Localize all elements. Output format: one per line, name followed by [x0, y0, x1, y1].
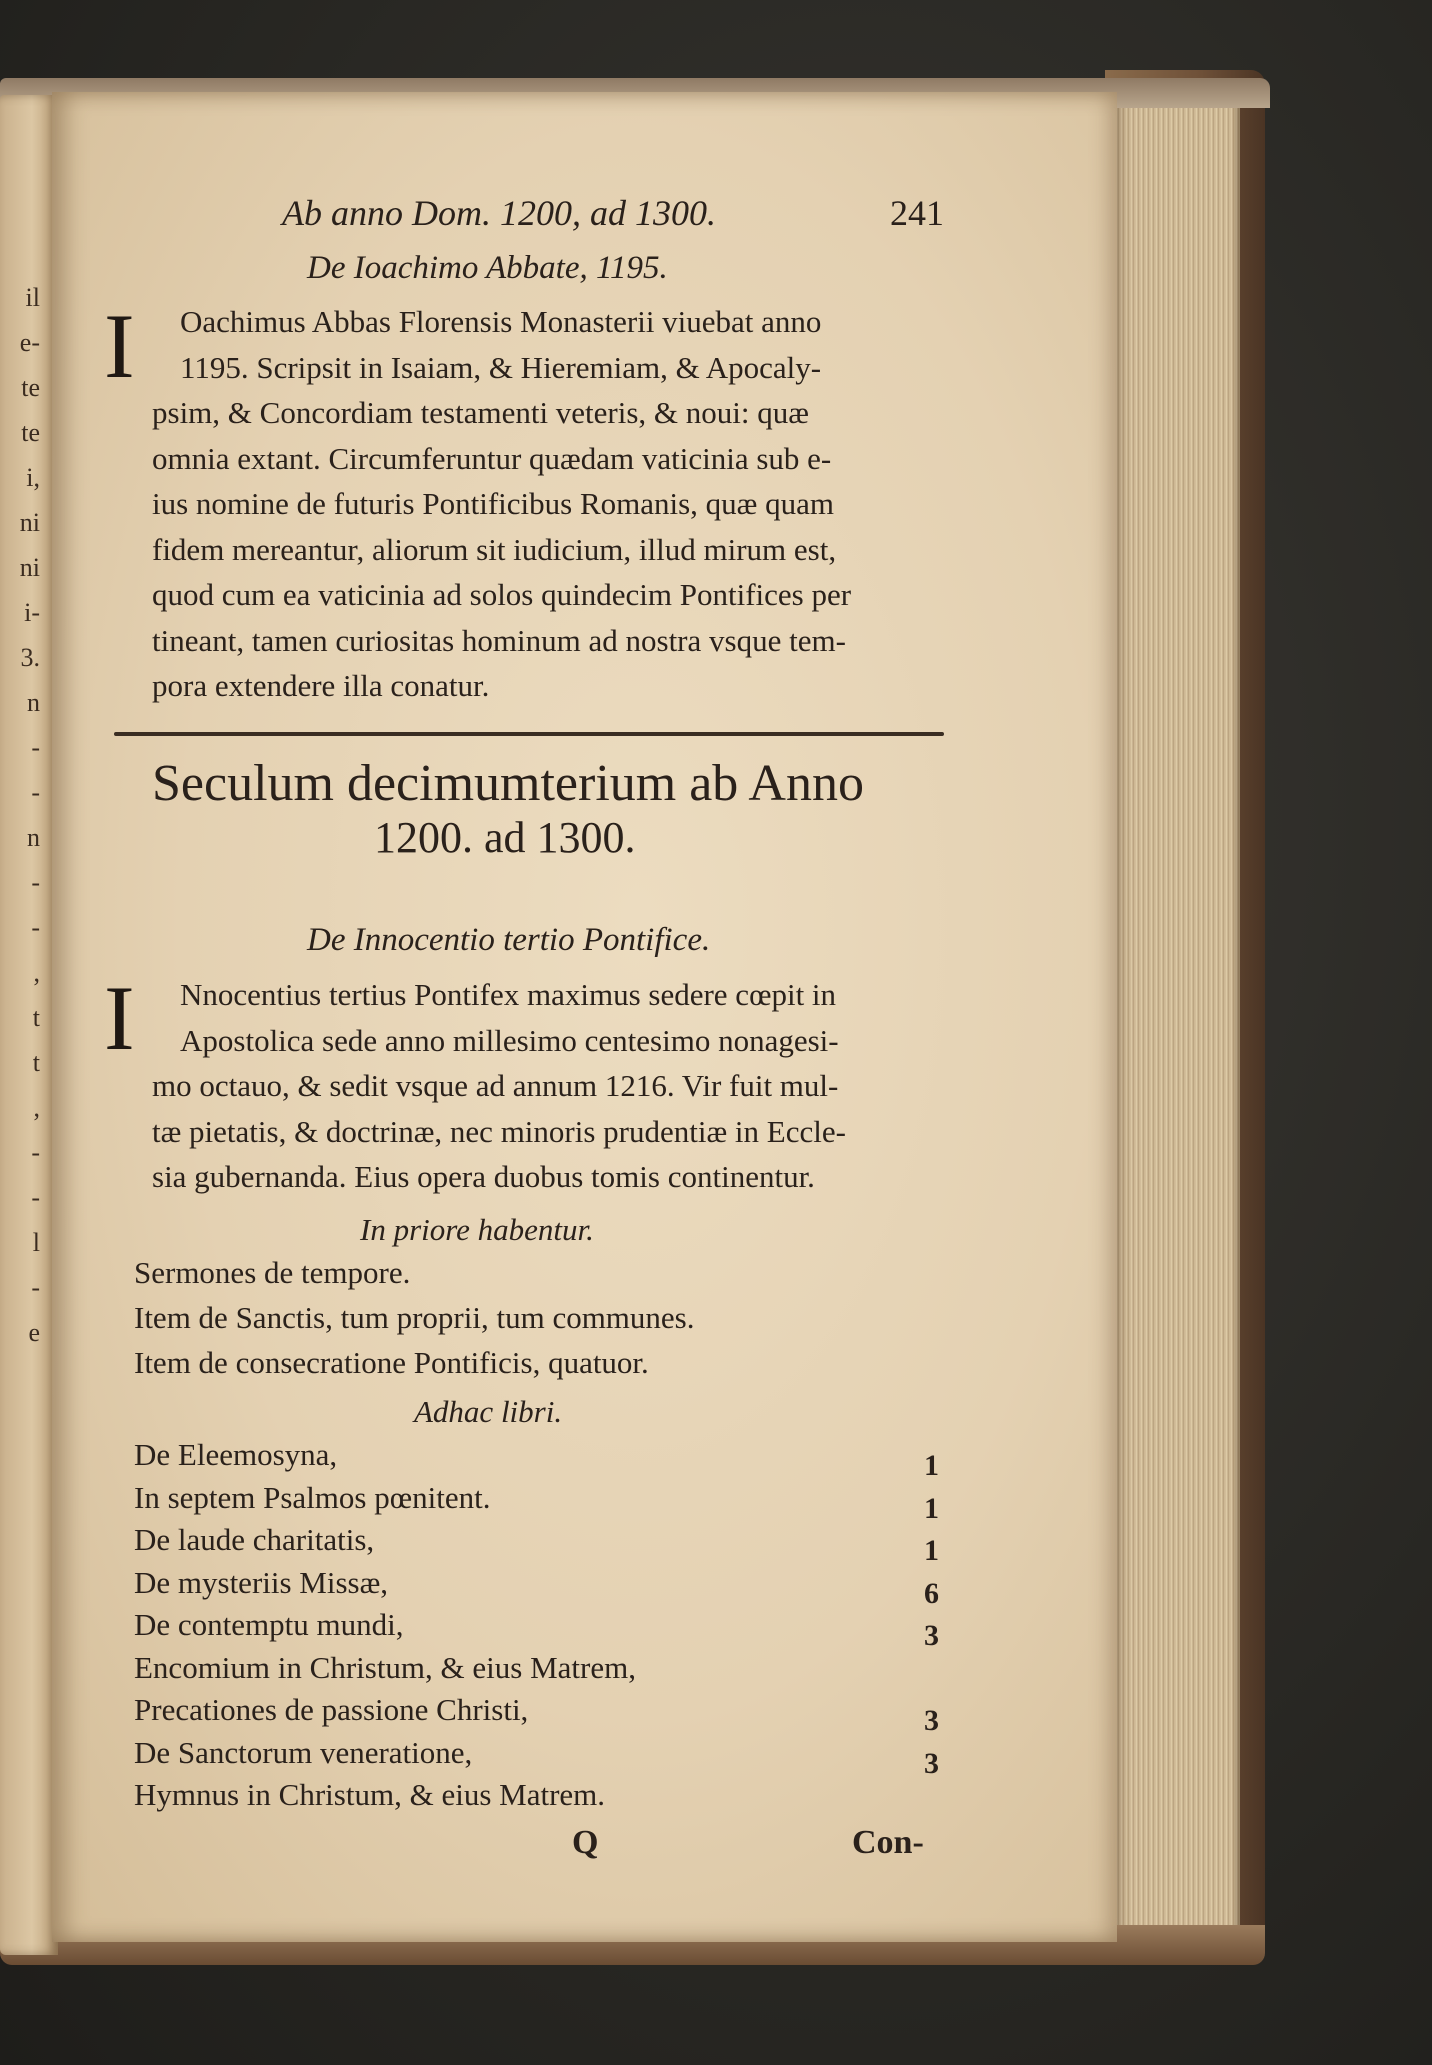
section-title-innocent: De Innocentio tertio Pontifice.: [307, 922, 711, 958]
list-item-count: 3: [924, 1619, 939, 1652]
body-line: pora extendere illa conatur.: [152, 668, 490, 703]
facing-page-fragment: te: [21, 373, 40, 402]
facing-page-fragment: t: [32, 1003, 40, 1032]
body-line: Nnocentius tertius Pontifex maximus sedere cœpit in: [180, 977, 837, 1012]
list-item-count: 3: [924, 1704, 939, 1737]
subhead-adhac: Adhac libri.: [414, 1394, 563, 1429]
page-edges: [1110, 90, 1240, 1940]
facing-page-fragment: e-: [19, 328, 40, 357]
body-line: quod cum ea vaticinia ad solos quindecim Pontifices per: [152, 577, 852, 612]
dropcap-innocent: I: [104, 967, 135, 1069]
list-item: Item de Sanctis, tum proprii, tum communes.: [134, 1300, 695, 1335]
running-head: Ab anno Dom. 1200, ad 1300.: [282, 193, 716, 233]
century-heading-line1: Seculum decimumterium ab Anno: [152, 755, 864, 812]
body-line: sia gubernanda. Eius opera duobus tomis continentur.: [152, 1159, 815, 1194]
facing-page-fragments: [0, 275, 40, 1355]
list-item: Encomium in Christum, & eius Matrem,: [134, 1649, 636, 1685]
signature-mark: Q: [572, 1824, 599, 1861]
section-divider-rule: [114, 732, 944, 736]
body-line: 1195. Scripsit in Isaiam, & Hieremiam, & Apocaly-: [180, 349, 822, 385]
section-title-ioachim: De Ioachimo Abbate, 1195.: [307, 250, 668, 286]
facing-page: [0, 95, 58, 1955]
list-item: In septem Psalmos pœnitent.: [134, 1479, 491, 1515]
facing-page-fragment: n: [27, 688, 40, 717]
facing-page-fragment: ni: [19, 553, 40, 582]
facing-page-fragment: n: [27, 823, 40, 852]
list-item-count: 6: [924, 1576, 939, 1610]
list-item: De mysteriis Missæ,: [134, 1564, 389, 1600]
list-item: De laude charitatis,: [134, 1522, 375, 1557]
facing-page-fragment: i,: [26, 463, 40, 492]
facing-page-fragment: -: [31, 778, 40, 807]
list-item: Precationes de passione Christi,: [134, 1692, 529, 1727]
list-item: Hymnus in Christum, & eius Matrem.: [134, 1777, 606, 1812]
list-item: Item de consecratione Pontificis, quatuor.: [134, 1345, 649, 1380]
facing-page-fragment: ,: [33, 958, 40, 987]
list-item: De contemptu mundi,: [134, 1607, 404, 1642]
dropcap-ioachim: I: [104, 295, 135, 397]
facing-page-fragment: i-: [24, 598, 40, 627]
page-number: 241: [890, 193, 944, 233]
body-line: omnia extant. Circumferuntur quædam vaticinia sub e-: [152, 440, 832, 476]
body-line: mo octauo, & sedit vsque ad annum 1216. Vir fuit mul-: [152, 1068, 839, 1103]
subhead-priore: In priore habentur.: [360, 1212, 594, 1247]
body-line: ius nomine de futuris Pontificibus Romanis, quæ quam: [152, 486, 834, 521]
list-item: De Sanctorum veneratione,: [134, 1734, 473, 1770]
catchword: Con-: [852, 1824, 924, 1861]
list-item-count: 1: [924, 1491, 939, 1525]
facing-page-fragment: -: [31, 1273, 40, 1302]
facing-page-fragment: ni: [19, 508, 40, 537]
body-line: tineant, tamen curiositas hominum ad nostra vsque tem-: [152, 622, 846, 658]
list-item-count: 3: [924, 1746, 939, 1780]
body-line: psim, & Concordiam testamenti veteris, & noui: quæ: [152, 395, 809, 430]
facing-page-fragment: t: [32, 1048, 40, 1077]
facing-page-fragment: -: [31, 913, 40, 942]
body-line: tæ pietatis, & doctrinæ, nec minoris prudentiæ in Eccle-: [152, 1113, 846, 1149]
body-line: Oachimus Abbas Florensis Monasterii viuebat anno: [180, 304, 822, 339]
list-item: Sermones de tempore.: [134, 1255, 411, 1290]
body-line: Apostolica sede anno millesimo centesimo nonagesi-: [180, 1022, 839, 1058]
list-item-count: 1: [924, 1534, 939, 1567]
list-item-count: 1: [924, 1449, 939, 1482]
facing-page-fragment: -: [31, 868, 40, 897]
facing-page-fragment: 3.: [20, 643, 40, 672]
century-heading-line2: 1200. ad 1300.: [374, 813, 636, 862]
facing-page-fragment: -: [31, 733, 40, 762]
facing-page-fragment: il: [25, 283, 40, 312]
list-item: De Eleemosyna,: [134, 1437, 338, 1472]
facing-page-fragment: ,: [33, 1093, 40, 1122]
book-page: [52, 92, 1117, 1942]
facing-page-fragment: -: [31, 1183, 40, 1212]
facing-page-fragment: l: [32, 1228, 40, 1257]
body-line: fidem mereantur, aliorum sit iudicium, illud mirum est,: [152, 531, 837, 567]
facing-page-fragment: e: [28, 1318, 40, 1347]
facing-page-fragment: -: [31, 1138, 40, 1167]
facing-page-fragment: te: [21, 418, 40, 447]
